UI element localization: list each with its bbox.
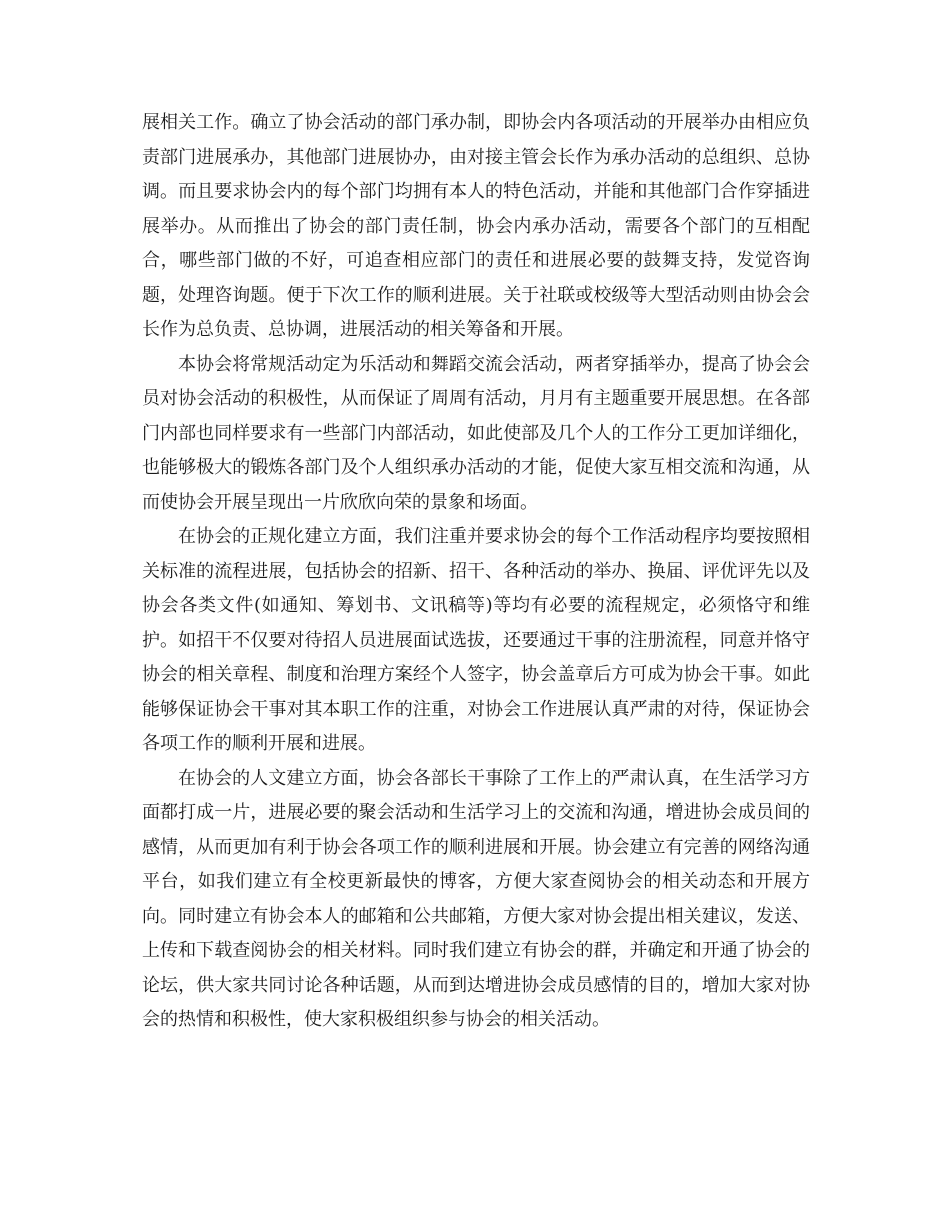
document-body bbox=[142, 106, 810, 1038]
paragraph-1: 展相关工作。确立了协会活动的部门承办制，即协会内各项活动的开展举办由相应负责部门进展承办，其他部门进展协办，由对接主管会长作为承办活动的总组织、总协调。而且要求协会内的每个部门均拥有本人的特色活动，并能和其他部门合作穿插进展举办。从而推出了协会的部门责任制，协会内承办活动，需要各个部门的互相配合，哪些部门做的不好，可追查相应部门的责任和进展必要的鼓舞支持，发觉咨询题，处理咨询题。便于下次工作的顺利进展。关于社联或校级等大型活动则由协会会长作为总负责、总协调，进展活动的相关筹备和开展。 bbox=[142, 112, 810, 340]
paragraph-3: 在协会的正规化建立方面，我们注重并要求协会的每个工作活动程序均要按照相关标准的流程进展，包括协会的招新、招干、各种活动的举办、换届、评优评先以及协会各类文件(如通知、筹划书、文讯稿等)等均有必要的流程规定，必须恪守和维护。如招干不仅要对待招人员进展面试选拔，还要通过干事的注册流程，同意并恪守协会的相关章程、制度和治理方案经个人签字，协会盖章后方可成为协会干事。如此能够保证协会干事对其本职工作的注重，对协会工作进展认真严肃的对待，保证协会各项工作的顺利开展和进展。 bbox=[142, 526, 810, 754]
paragraph-4: 在协会的人文建立方面，协会各部长干事除了工作上的严肃认真，在生活学习方面都打成一片，进展必要的聚会活动和生活学习上的交流和沟通，增进协会成员间的感情，从而更加有利于协会各项工作的顺利进展和开展。协会建立有完善的网络沟通平台，如我们建立有全校更新最快的博客，方便大家查阅协会的相关动态和开展方向。同时建立有协会本人的邮箱和公共邮箱，方便大家对协会提出相关建议，发送、上传和下载查阅协会的相关材料。同时我们建立有协会的群，并确定和开通了协会的论坛，供大家共同讨论各种话题，从而到达增进协会成员感情的目的，增加大家对协会的热情和积极性，使大家积极组织参与协会的相关活动。 bbox=[142, 767, 810, 1030]
paragraph-2: 本协会将常规活动定为乐活动和舞蹈交流会活动，两者穿插举办，提高了协会会员对协会活动的积极性，从而保证了周周有活动，月月有主题重要开展思想。在各部门内部也同样要求有一些部门内部活动，如此使部及几个人的工作分工更加详细化，也能够极大的锻炼各部门及个人组织承办活动的才能，促使大家互相交流和沟通，从而使协会开展呈现出一片欣欣向荣的景象和场面。 bbox=[142, 353, 810, 513]
